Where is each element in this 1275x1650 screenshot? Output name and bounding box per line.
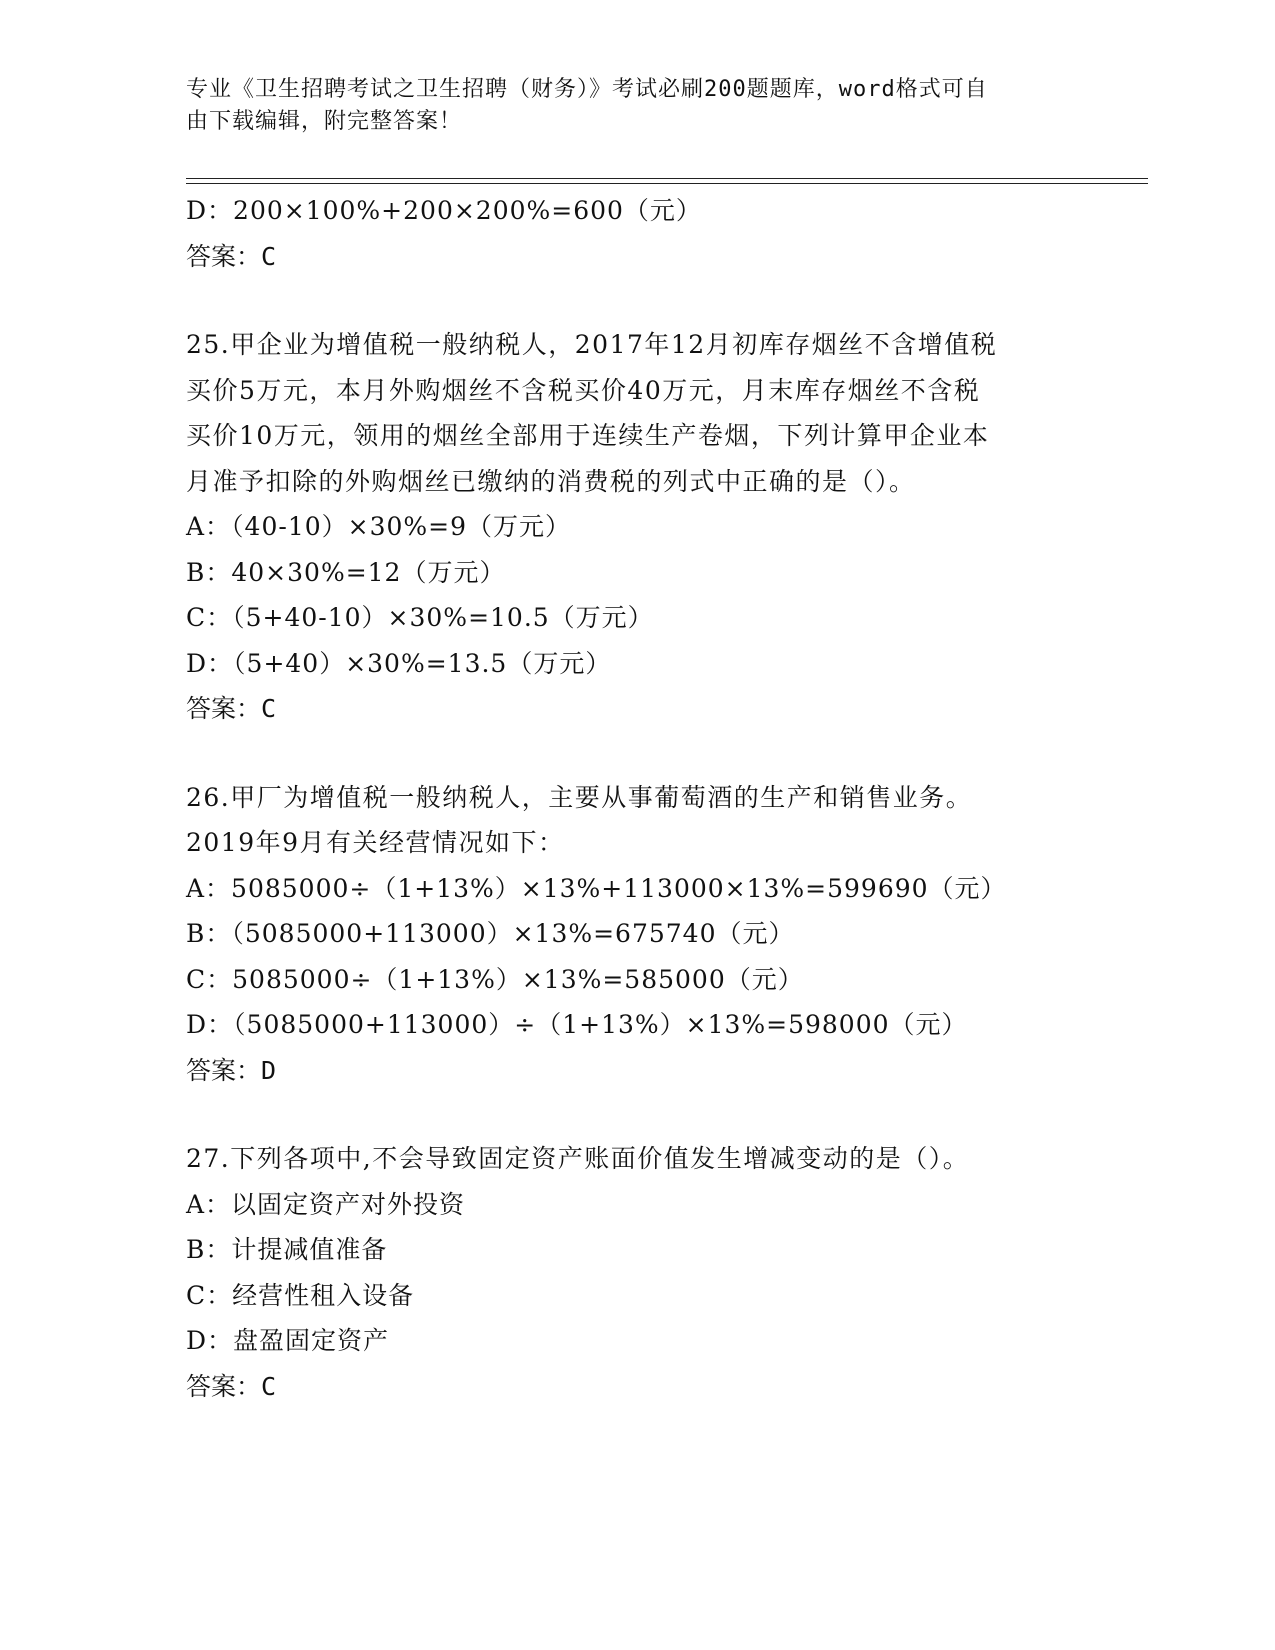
option-a: A：5085000÷（1+13%）×13%+113000×13%=599690（元） — [186, 873, 1007, 903]
option-b: B：（5085000+113000）×13%=675740（元） — [186, 919, 795, 948]
question-stem-line: 买价5万元，本月外购烟丝不含税买价40万元，月末库存烟丝不含税 — [186, 375, 981, 405]
question-stem-line: 买价10万元，领用的烟丝全部用于连续生产卷烟，下列计算甲企业本 — [186, 421, 990, 450]
option-d: D：盘盈固定资产 — [186, 1326, 390, 1355]
option-d: D：（5+40）×30%=13.5（万元） — [186, 648, 612, 678]
document-body — [186, 188, 1086, 1409]
option-c: C：（5+40-10）×30%=10.5（万元） — [186, 603, 654, 632]
option-c: C：5085000÷（1+13%）×13%=585000（元） — [186, 964, 804, 994]
question-stem-line: 27.下列各项中,不会导致固定资产账面价值发生增减变动的是（）。 — [186, 1144, 970, 1173]
option-a: A：（40-10）×30%=9（万元） — [186, 512, 571, 541]
option-b: B：40×30%=12（万元） — [186, 557, 506, 587]
option-b: B：计提减值准备 — [186, 1235, 388, 1264]
question-26 — [186, 775, 1086, 1094]
option-d: D：（5085000+113000）÷（1+13%）×13%=598000（元） — [186, 1010, 968, 1039]
question-stem-line: 25.甲企业为增值税一般纳税人，2017年12月初库存烟丝不含增值税 — [186, 330, 998, 359]
header-divider-bottom — [186, 183, 1148, 184]
question-25 — [186, 322, 1086, 732]
document-header — [186, 74, 1066, 138]
previous-question-tail — [186, 188, 1086, 279]
header-line-1: 专业《卫生招聘考试之卫生招聘（财务）》考试必刷200题题库，word格式可自 — [186, 77, 988, 102]
answer-line: 答案：C — [186, 694, 277, 723]
answer-line: 答案：C — [186, 1371, 277, 1401]
question-stem-line: 26.甲厂为增值税一般纳税人，主要从事葡萄酒的生产和销售业务。 — [186, 782, 973, 812]
option-a: A：以固定资产对外投资 — [186, 1189, 466, 1219]
header-line-2: 由下载编辑，附完整答案！ — [186, 109, 463, 134]
question-stem-line: 月准予扣除的外购烟丝已缴纳的消费税的列式中正确的是（）。 — [186, 466, 916, 496]
option-d: D：200×100%+200×200%=600（元） — [186, 196, 702, 225]
option-c: C：经营性租入设备 — [186, 1280, 415, 1310]
question-27 — [186, 1136, 1086, 1409]
answer-line: 答案：D — [186, 1055, 277, 1085]
header-divider-top — [186, 178, 1148, 179]
answer-line: 答案：C — [186, 241, 277, 271]
question-stem-line: 2019年9月有关经营情况如下： — [186, 828, 565, 857]
